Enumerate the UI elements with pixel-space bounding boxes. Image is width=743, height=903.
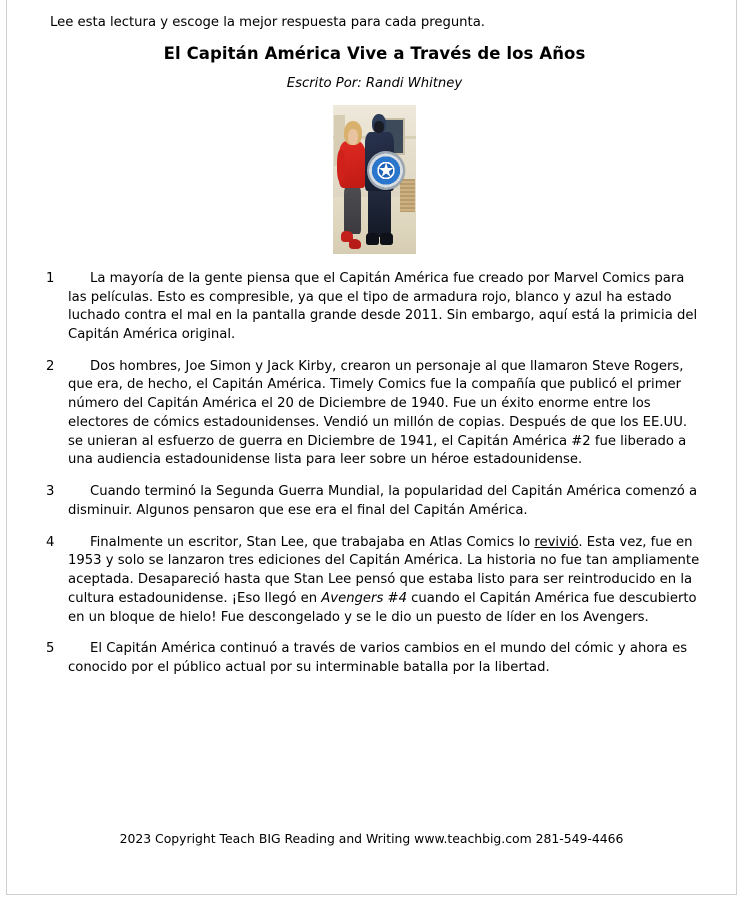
author-byline: Escrito Por: Randi Whitney <box>286 75 463 91</box>
paragraph-number: 3 <box>46 484 55 500</box>
captain-shield <box>367 151 405 190</box>
footer-copyright: 2023 Copyright Teach BIG Reading and Writing www.teachbig.com 281-549-4466 <box>119 831 624 846</box>
reading-passage <box>46 270 703 678</box>
passage-paragraph <box>46 270 703 345</box>
captain-boot-right <box>380 233 392 245</box>
woman-face <box>348 129 358 145</box>
passage-paragraph <box>46 358 703 470</box>
underlined-word: revivió <box>534 534 579 550</box>
passage-paragraph <box>46 483 703 520</box>
captain-america-photo <box>333 105 416 254</box>
text-run: Finalmente un escritor, Stan Lee, que trabajaba en Atlas Comics lo <box>90 534 535 550</box>
text-run: . Esta vez, fue en 1953 y solo se lanzaron tres ediciones del Capitán América. La historia no fue tan ampliamente aceptada. Desapareció hasta que Stan Lee pensó que estaba listo para ser reintroducido en la cultura estadounidense. ¡Eso llegó en <box>68 534 700 606</box>
text-run: El Capitán América continuó a través de varios cambios en el mundo del cómic y ahora es conocido por el público actual por su interminable batalla por la libertad. <box>68 641 688 676</box>
text-run: cuando el Capitán América fue descubierto en un bloque de hielo! Fue descongelado y se le dio un puesto de líder en los Avengers. <box>68 590 697 625</box>
paragraph-number: 5 <box>46 641 55 657</box>
photo-chair <box>400 179 415 212</box>
paragraph-text <box>68 270 703 345</box>
captain-legs <box>368 187 391 238</box>
captain-boot-left <box>366 233 378 245</box>
paragraph-text <box>68 534 703 628</box>
italic-title: Avengers #4 <box>321 590 407 606</box>
passage-paragraph <box>46 534 703 628</box>
woman-shoe-right <box>349 239 361 249</box>
star-icon <box>378 163 393 178</box>
photo-container <box>46 105 703 254</box>
text-run: La mayoría de la gente piensa que el Capitán América fue creado por Marvel Comics para las películas. Esto es compresible, ya que el tipo de armadura rojo, blanco y azul ha estado luchado contra el mal en la pantalla grande desde 2011. Sin embargo, aquí está la primicia del Capitán América original. <box>68 270 698 343</box>
passage-paragraph <box>46 640 703 677</box>
paragraph-text <box>68 358 703 470</box>
paragraph-text <box>68 483 703 520</box>
woman-pants <box>344 185 361 234</box>
instruction-text: Lee esta lectura y escoge la mejor respuesta para cada pregunta. <box>50 15 485 30</box>
text-run: Dos hombres, Joe Simon y Jack Kirby, crearon un personaje al que llamaron Steve Rogers, que era, de hecho, el Capitán América. Timely Comics fue la compañía que publicó el primer número del Capitán América el 20 de Diciembre de 1940. Fue un éxito enorme entre los electores de cómics estadounidenses. Vendió un millón de copias. Después de que los EE.UU. se unieran al esfuerzo de guerra en Diciembre de 1941, el Capitán América #2 fue liberado a una audiencia estadounidense lista para leer sobre un héroe estadounidense. <box>68 358 688 468</box>
text-run: Cuando terminó la Segunda Guerra Mundial, la popularidad del Capitán América comenzó a disminuir. Algunos pensaron que ese era el final del Capitán América. <box>68 484 698 518</box>
paragraph-number: 1 <box>46 270 55 286</box>
paragraph-number: 2 <box>46 358 55 374</box>
captain-mask <box>374 121 385 133</box>
paragraph-text <box>68 640 703 677</box>
paragraph-number: 4 <box>46 534 55 550</box>
woman-arm <box>337 150 344 183</box>
page-title: El Capitán América Vive a Través de los Años <box>163 43 586 63</box>
